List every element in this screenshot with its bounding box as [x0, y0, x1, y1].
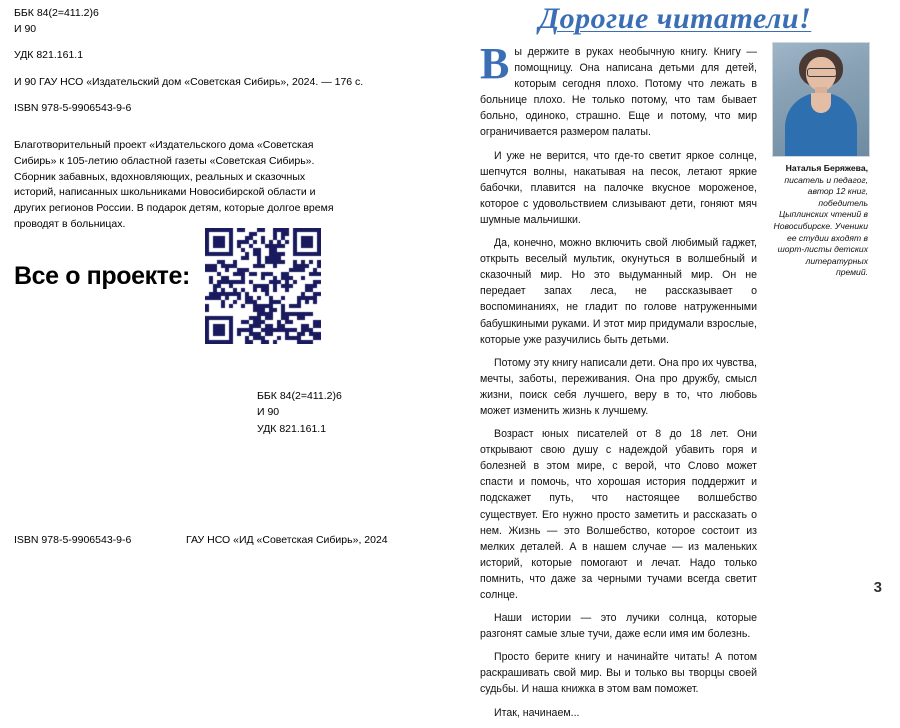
project-title: Все о проекте:	[14, 262, 190, 290]
qr-code-image	[205, 228, 321, 344]
paragraph-3: Да, конечно, можно включить свой любимый гаджет, открыть веселый мультик, окунуться в волшебный и сказочный мир. Но это выдуманный мир. Он не передает запах леса, не рассказывает о воспоминаниях, не гладит по голове натруженными бабушкиными руками. И этот мир придумали взрослые, которые уже разучились быть детьми.	[480, 237, 757, 346]
author-bio: писатель и педагог, автор 12 книг, победитель Цыплинских чтений в Новосибирске. Ученики ее студии входят в шорт-листы детских литературных премий.	[773, 174, 868, 278]
paragraph-7: Просто берите книгу и начинайте читать! А потом раскрашивать свой мир. Вы и только вы творцы своей судьбы. И наша книжка в этом вам поможет.	[480, 651, 757, 696]
imprint-mid-udk: УДК 821.161.1	[257, 422, 327, 435]
portrait-collar	[811, 93, 831, 113]
author-block	[772, 42, 868, 279]
paragraph-8: Итак, начинаем...	[494, 706, 580, 719]
paragraph-4: Потому эту книгу написали дети. Она про их чувства, мечты, заботы, переживания. Она про дружбу, смысл жизни, поиск себя лучшего, веру в то, что любовь может изменить жизнь к лучшему.	[480, 356, 757, 417]
imprint-mid-i90: И 90	[257, 406, 280, 419]
glasses-icon	[807, 68, 837, 77]
author-name: Наталья Беряжева,	[785, 163, 868, 173]
paragraph-1-text: ы держите в руках необычную книгу. Книгу — помощницу. Она написана детьми для детей, которым сегодня плохо. Потому что лежать в больнице плохо. Не только потому, что там бывает больно, одиноко, страшно. Еще и потому, что мир ограничивается размером палаты.	[480, 46, 757, 139]
imprint-mid-block	[257, 388, 342, 437]
drop-cap: В	[480, 39, 510, 88]
imprint-isbn-top: ISBN 978-5-9906543-9-6	[14, 101, 132, 114]
imprint-mid-bbk: ББК 84(2=411.2)6	[257, 390, 342, 402]
imprint-publisher-line: И 90 ГАУ НСО «Издательский дом «Советская Сибирь», 2024. — 176 с.	[14, 75, 364, 88]
author-portrait	[772, 42, 870, 157]
imprint-isbn-bottom: ISBN 978-5-9906543-9-6	[14, 534, 132, 546]
author-caption	[772, 163, 868, 279]
left-page	[0, 0, 450, 606]
imprint-udk: УДК 821.161.1	[14, 49, 84, 62]
imprint-publisher-bottom: ГАУ НСО «ИД «Советская Сибирь», 2024	[186, 534, 388, 546]
paragraph-2: И уже не верится, что где-то светит яркое солнце, шепчутся волны, накатывая на песок, летают яркие бабочки, плавится на палочке вкусное мороженое, которое с удовольствием слизывают дети, гоняют мяч шумные мальчишки.	[480, 149, 757, 226]
imprint-top-block	[14, 6, 434, 127]
page-number: 3	[873, 579, 882, 596]
page-title-text: Дорогие читатели!	[538, 2, 812, 35]
imprint-code-i90: И 90	[14, 23, 37, 36]
page-title	[480, 2, 870, 36]
paragraph-6: Наши истории — это лучики солнца, которые разгонят самые злые тучи, даже если имя им болезнь.	[480, 612, 757, 641]
paragraph-5: Возраст юных писателей от 8 до 18 лет. Они открывают свою душу с надеждой убавить горя и болезней в этом мире, с верой, что Слово может спасти и помочь, что хорошая история поддержит и подскажет путь, что настоящее волшебство существует. Его нужно просто заметить и рассказать о нем. Жизнь — это Волшебство, которое состоит из мелких деталей. А в нашем случае — из маленьких историй, которые помогают и лечат. Надо только помнить, что даже за черными тучами всегда светит солнце.	[480, 428, 757, 601]
project-description: Благотворительный проект «Издательского дома «Советская Сибирь» к 105-летию областной газеты «Советская Сибирь». Сборник забавных, вдохновляющих, реальных и сказочных историй, написанных школьниками Новосибирской области и других регионов России. В подарок детям, которые долгое время проводят в больницах.	[14, 139, 334, 230]
editorial-text	[480, 39, 757, 728]
imprint-bbk: ББК 84(2=411.2)6	[14, 7, 99, 19]
qr-code[interactable]	[205, 228, 321, 344]
paragraph-1	[480, 39, 757, 141]
right-page	[450, 0, 900, 719]
